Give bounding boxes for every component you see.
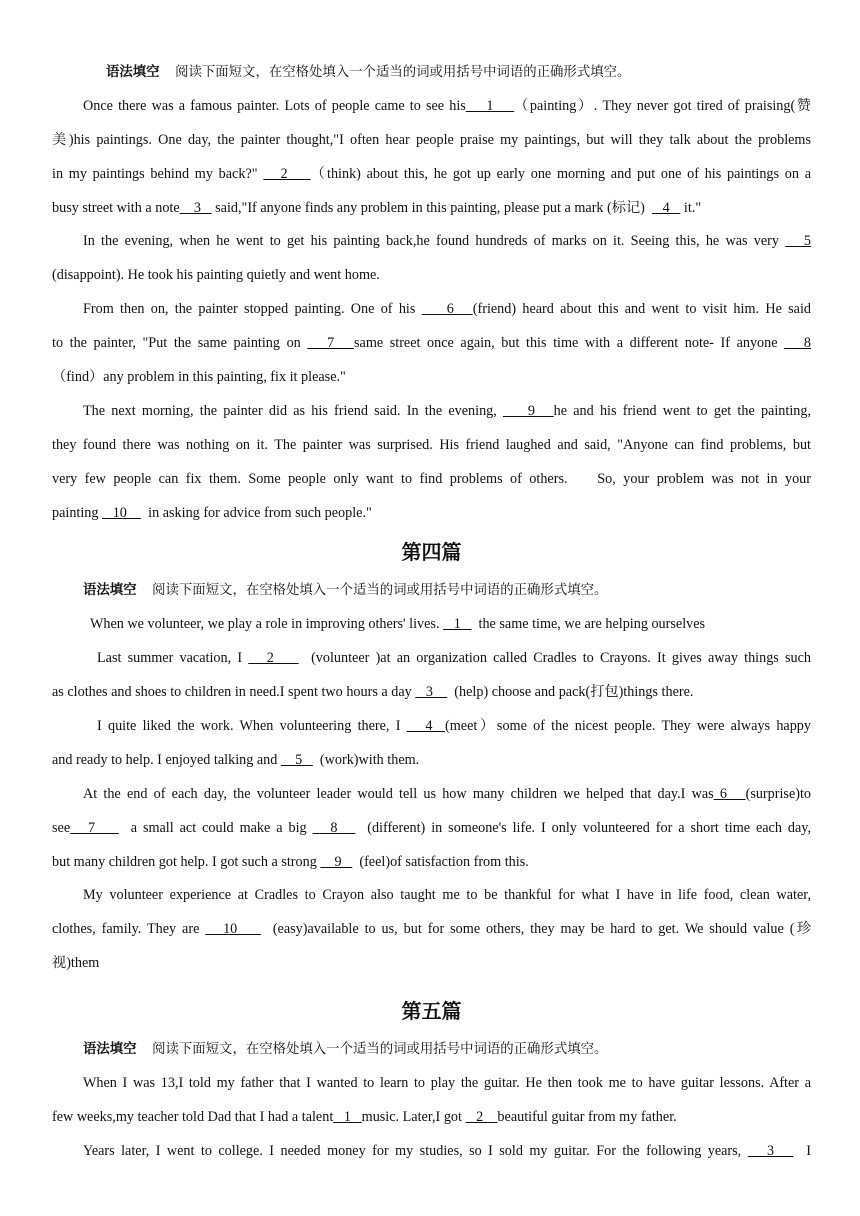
section-label: 语法填空 [83, 1042, 137, 1058]
passage-line: At the end of each day, the volunteer leader would tell us how many children we helped that day.I was 6 (surprise)to [83, 785, 811, 802]
section-label: 语法填空 [106, 65, 160, 80]
passage-line: busy street with a note 3 said,"If anyone finds any problem in this painting, please put a mark (标记) 4 it." [52, 199, 702, 216]
passage-line: When I was 13,I told my father that I wanted to learn to play the guitar. He then took me to have guitar lessons. After a [83, 1075, 811, 1092]
passage-line: The next morning, the painter did as his friend said. In the evening, 9 he and his friend went to get the painting, [83, 402, 811, 419]
passage-line: they found there was nothing on it. The painter was surprised. His friend laughed and said, "Anyone can find problems, but [52, 436, 811, 453]
passage-line: very few people can fix them. Some people only want to find problems of others. So, your problem was not in your [52, 470, 811, 487]
passage-line: 美)his paintings. One day, the painter thought,"I often hear people praise my paintings, but will they talk about the problems [52, 131, 811, 148]
passage-line: My volunteer experience at Cradles to Crayon also taught me to be thankful for what I have in life food, clean water, [83, 887, 811, 904]
instruction-text: 阅读下面短文，在空格处填入一个适当的词或用括号中词语的正确形式填空。 [175, 65, 631, 80]
passage-line: Years later, I went to college. I needed money for my studies, so I sold my guitar. For the following years, 3 I [83, 1142, 811, 1159]
section-label: 语法填空 [83, 583, 137, 599]
passage-line: 视)them [52, 955, 100, 972]
passage-line: to the painter, "Put the same painting on 7 same street once again, but this time with a different note- If anyone 8 [52, 335, 812, 352]
passage-line: When we volunteer, we play a role in improving others' lives. 1 the same time, we are helping ourselves [90, 616, 706, 633]
passage-line: From then on, the painter stopped painting. One of his 6 (friend) heard about this and went to visit him. He said [83, 301, 812, 318]
section-heading: 第四篇 [401, 540, 462, 565]
instruction-text: 阅读下面短文，在空格处填入一个适当的词或用括号中词语的正确形式填空。 [152, 1042, 608, 1058]
document-page [52, 56, 811, 1169]
section-instruction [52, 56, 811, 90]
passage-line: as clothes and shoes to children in need.I spent two hours a day 3 (help) choose and pack(打包)things there. [52, 684, 694, 701]
passage-line: I quite liked the work. When volunteering there, I 4 (meet）some of the nicest people. They were always happy [97, 718, 811, 735]
passage-line: （find）any problem in this painting, fix it please." [52, 369, 346, 386]
passage-line: Once there was a famous painter. Lots of people came to see his 1 （painting）. They never got tired of praising(赞 [83, 97, 811, 114]
passage-line: (disappoint). He took his painting quietly and went home. [52, 267, 380, 284]
section-instruction [52, 574, 811, 608]
section-instruction [52, 1033, 811, 1067]
section-heading: 第五篇 [401, 999, 462, 1024]
passage-line: painting 10 in asking for advice from such people." [52, 504, 372, 521]
passage-line: and ready to help. I enjoyed talking and 5 (work)with them. [52, 751, 420, 768]
passage-line: in my paintings behind my back?" 2 （think) about this, he got up early one morning and put one of his paintings on a [52, 165, 812, 182]
passage-line: but many children got help. I got such a strong 9 (feel)of satisfaction from this. [52, 853, 529, 870]
passage-line: few weeks,my teacher told Dad that I had a talent 1 music. Later,I got 2 beautiful guitar from my father. [52, 1108, 677, 1125]
passage-line: clothes, family. They are 10 (easy)available to us, but for some others, they may be hard to get. We should value (珍 [52, 921, 812, 938]
passage-line: In the evening, when he went to get his painting back,he found hundreds of marks on it. Seeing this, he was very 5 [83, 233, 812, 250]
passage-line: Last summer vacation, I 2 (volunteer )at an organization called Cradles to Crayons. It gives away things such [97, 650, 812, 667]
passage-line: see 7 a small act could make a big 8 (different) in someone's life. I only volunteered for a short time each day, [52, 819, 812, 836]
instruction-text: 阅读下面短文，在空格处填入一个适当的词或用括号中词语的正确形式填空。 [152, 583, 608, 599]
